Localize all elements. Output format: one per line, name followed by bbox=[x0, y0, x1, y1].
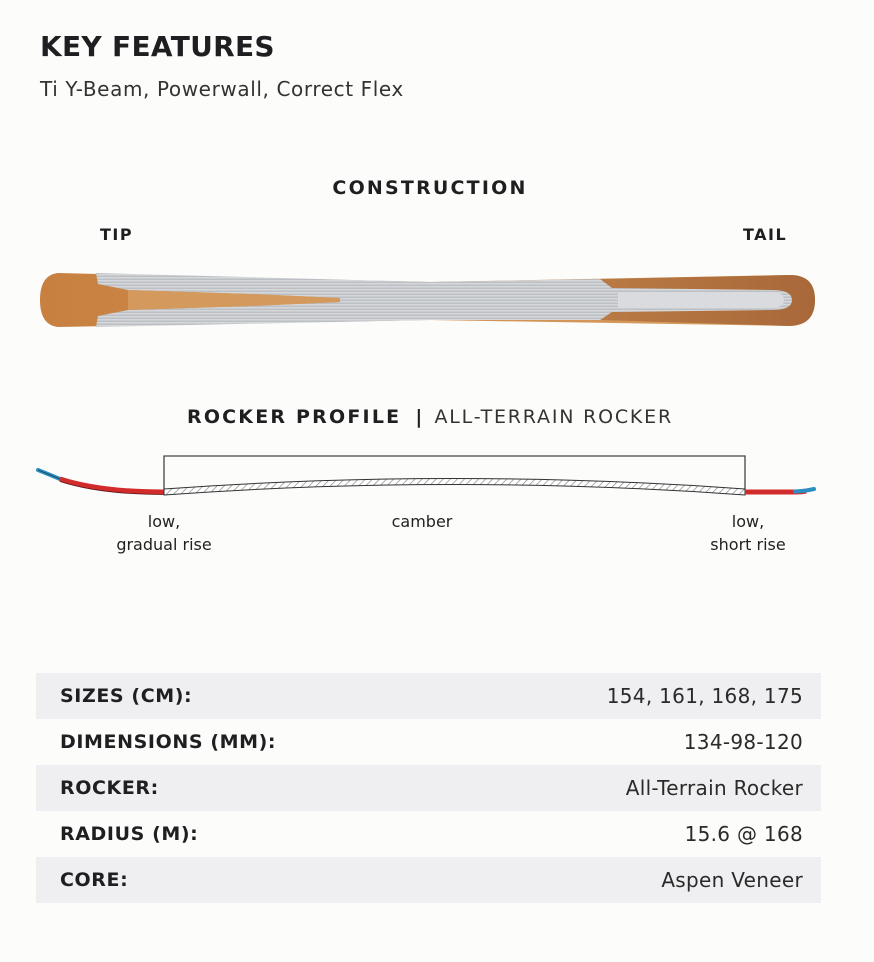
spec-row-radius bbox=[36, 811, 821, 857]
tip-caption-line2: gradual rise bbox=[116, 535, 212, 554]
spec-label: ROCKER: bbox=[60, 777, 159, 799]
tail-rocker-caption bbox=[680, 510, 816, 556]
spec-label: CORE: bbox=[60, 869, 129, 891]
page-title: KEY FEATURES bbox=[40, 30, 275, 63]
ski-construction-diagram bbox=[0, 262, 874, 332]
spec-row-sizes bbox=[36, 673, 821, 719]
spec-value: Aspen Veneer bbox=[661, 868, 803, 892]
key-features-list: Ti Y-Beam, Powerwall, Correct Flex bbox=[40, 77, 404, 101]
tip-label: TIP bbox=[100, 225, 134, 244]
spec-label: RADIUS (M): bbox=[60, 823, 199, 845]
spec-label: DIMENSIONS (MM): bbox=[60, 731, 277, 753]
spec-row-core bbox=[36, 857, 821, 903]
tail-caption-line2: short rise bbox=[710, 535, 786, 554]
spec-value: 15.6 @ 168 bbox=[684, 822, 803, 846]
rocker-separator: | bbox=[415, 406, 425, 428]
rocker-type: ALL-TERRAIN ROCKER bbox=[434, 406, 673, 428]
tail-core-channel bbox=[618, 292, 784, 308]
tip-rocker-caption bbox=[94, 510, 234, 556]
spec-row-rocker bbox=[36, 765, 821, 811]
tail-label: TAIL bbox=[743, 225, 788, 244]
camber-segment bbox=[164, 479, 745, 496]
spec-value: 154, 161, 168, 175 bbox=[606, 684, 803, 708]
spec-row-dimensions bbox=[36, 719, 821, 765]
tip-caption-line1: low, bbox=[147, 512, 181, 531]
specs-table bbox=[36, 673, 821, 903]
tail-caption-line1: low, bbox=[731, 512, 765, 531]
spec-value: All-Terrain Rocker bbox=[625, 776, 803, 800]
rocker-profile-title: ROCKER PROFILE bbox=[186, 406, 402, 428]
rocker-profile-heading bbox=[0, 406, 860, 428]
tail-blue-segment bbox=[795, 489, 814, 492]
spec-label: SIZES (CM): bbox=[60, 685, 193, 707]
spec-value: 134-98-120 bbox=[683, 730, 803, 754]
construction-title: CONSTRUCTION bbox=[332, 177, 528, 199]
rocker-profile-diagram bbox=[0, 448, 874, 508]
camber-caption: camber bbox=[391, 512, 453, 531]
